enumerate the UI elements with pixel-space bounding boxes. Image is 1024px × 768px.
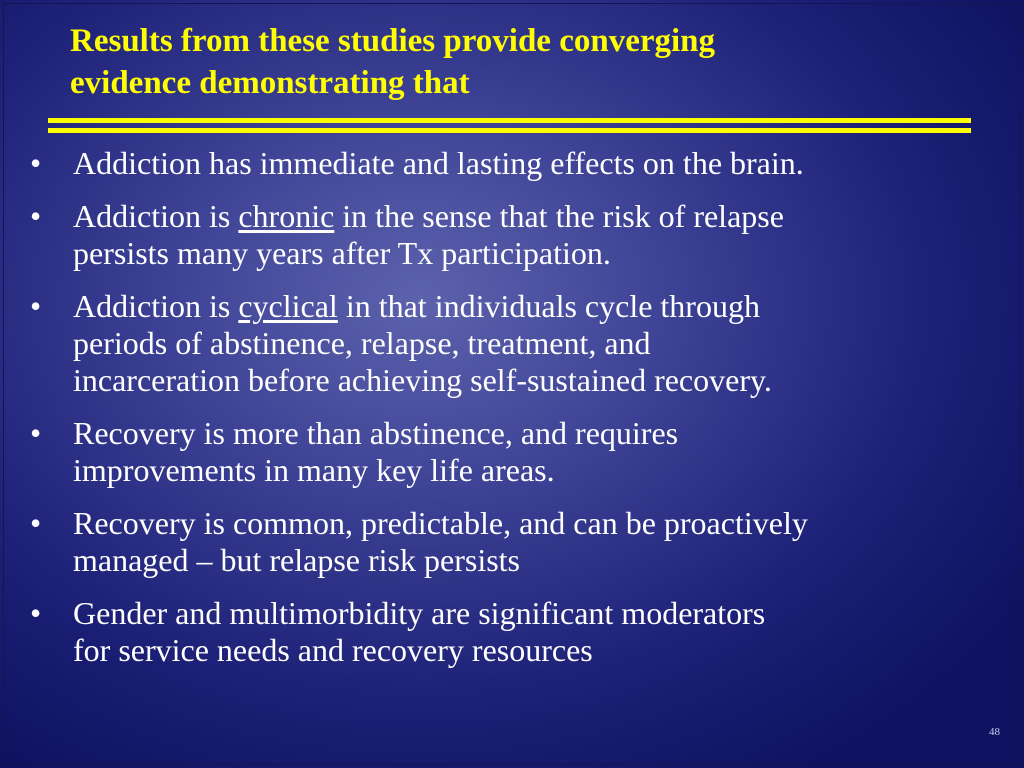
bullet-marker: • (30, 505, 42, 541)
bullet-marker: • (30, 288, 42, 324)
bullet-text-line: managed – but relapse risk persists (73, 542, 520, 578)
bullet-marker: • (30, 595, 42, 631)
slide-title (70, 20, 970, 104)
bullet-item-cyclical (30, 288, 1000, 399)
bullet-text-line: Recovery is more than abstinence, and requires (73, 415, 679, 451)
bullet-marker: • (30, 415, 42, 451)
bullet-underlined-term: chronic (238, 198, 335, 234)
bullet-underlined-term: cyclical (238, 288, 338, 324)
bullet-item-brain-effects (30, 145, 1000, 182)
bullet-item-recovery-abstinence (30, 415, 1000, 489)
bullet-marker: • (30, 145, 42, 181)
bullet-text-line (73, 198, 1000, 235)
slide-title-line-1: Results from these studies provide converging (70, 23, 716, 59)
bullet-text-line: Recovery is common, predictable, and can be proactively (73, 505, 808, 541)
title-divider-top (48, 118, 971, 123)
bullet-text-segment: in that individuals cycle through (337, 288, 760, 324)
bullet-text-line: for service needs and recovery resources (73, 632, 593, 668)
bullet-text-line: persists many years after Tx participation. (73, 235, 611, 271)
bullet-text-line: periods of abstinence, relapse, treatment, and (73, 325, 651, 361)
bullet-text-line: Gender and multimorbidity are significant moderators (73, 595, 766, 631)
bullet-text-line (73, 288, 1000, 325)
bullet-marker: • (30, 198, 42, 234)
bullet-text-line: Addiction has immediate and lasting effects on the brain. (73, 145, 804, 181)
bullet-list (30, 145, 1000, 685)
bullet-item-recovery-common (30, 505, 1000, 579)
bullet-text-line: improvements in many key life areas. (73, 452, 555, 488)
bullet-text-segment: Addiction is (73, 288, 239, 324)
bullet-item-chronic (30, 198, 1000, 272)
bullet-text-line: incarceration before achieving self-sustained recovery. (73, 362, 772, 398)
slide-title-line-2: evidence demonstrating that (70, 65, 470, 101)
slide-page-number: 48 (989, 726, 1000, 738)
bullet-text-segment: in the sense that the risk of relapse (334, 198, 784, 234)
bullet-item-gender-multimorbidity (30, 595, 1000, 669)
bullet-text-segment: Addiction is (73, 198, 239, 234)
title-divider-bottom (48, 128, 971, 133)
